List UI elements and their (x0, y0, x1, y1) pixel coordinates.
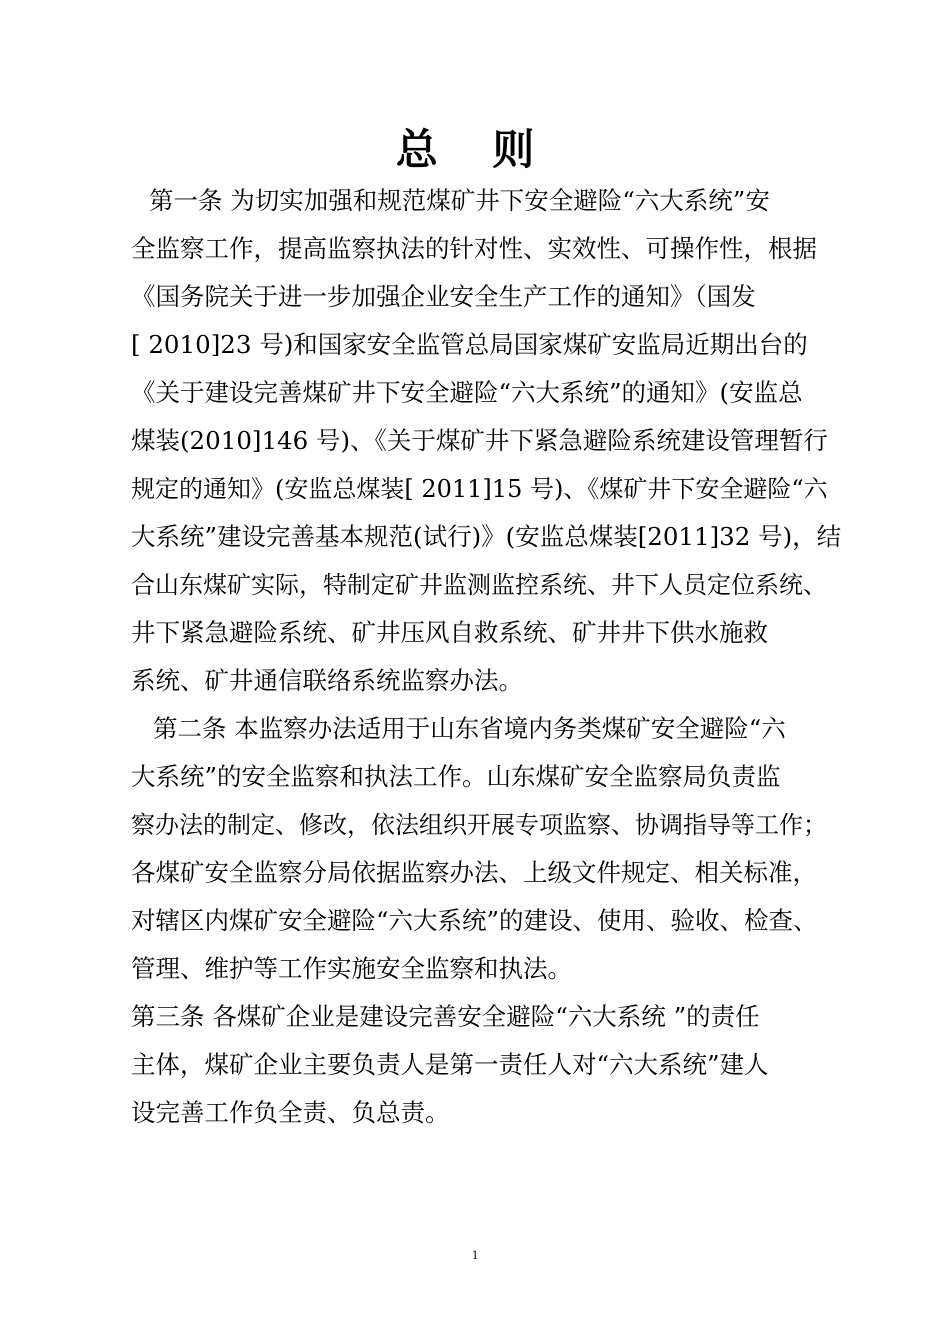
text-line: 大系统”建设完善基本规范(试行)》(安监总煤装[2011]32 号)，结 (131, 522, 842, 551)
document-title: 总 则 (395, 125, 555, 174)
text-line: 各煤矿安全监察分局依据监察办法、上级文件规定、相关标准， (131, 858, 817, 887)
text-line: 第一条 为切实加强和规范煤矿井下安全避险“六大系统”安 (149, 186, 770, 215)
text-line: 第三条 各煤矿企业是建设完善安全避险“六大系统 ”的责任 (131, 1002, 760, 1031)
text-line: 管理、维护等工作实施安全监察和执法。 (131, 954, 572, 983)
text-line: 井下紧急避险系统、矿井压风自救系统、矿井井下供水施救 (131, 618, 768, 647)
text-line: 察办法的制定、修改，依法组织开展专项监察、协调指导等工作； (131, 811, 827, 839)
text-line: 全监察工作，提高监察执法的针对性、实效性、可操作性，根据 (131, 234, 817, 263)
text-line: 《国务院关于进一步加强企业安全生产工作的通知》（国发 (131, 282, 756, 311)
text-line: 大系统”的安全监察和执法工作。山东煤矿安全监察局负责监 (131, 762, 781, 791)
text-line: 合山东煤矿实际，特制定矿井监测监控系统、井下人员定位系统、 (131, 571, 827, 599)
text-line: 《关于建设完善煤矿井下安全避险“六大系统”的通知》(安监总 (131, 378, 803, 407)
text-line: [ 2010]23 号)和国家安全监管总局国家煤矿安监局近期出台的 (131, 330, 808, 359)
text-line: 系统、矿井通信联络系统监察办法。 (131, 666, 523, 695)
text-line: 设完善工作负全责、负总责。 (131, 1098, 450, 1127)
page-number: 1 (471, 1247, 479, 1262)
text-line: 规定的通知》(安监总煤装[ 2011]15 号)、《煤矿井下安全避险“六 (131, 475, 828, 503)
text-line: 对辖区内煤矿安全避险“六大系统”的建设、使用、验收、检查、 (131, 906, 818, 935)
text-line: 煤装(2010]146 号)、《关于煤矿井下紧急避险系统建设管理暂行 (131, 426, 828, 455)
text-line: 主体，煤矿企业主要负责人是第一责任人对“六大系统”建人 (131, 1050, 769, 1079)
text-line: 第二条 本监察办法适用于山东省境内务类煤矿安全避险“六 (153, 714, 786, 743)
